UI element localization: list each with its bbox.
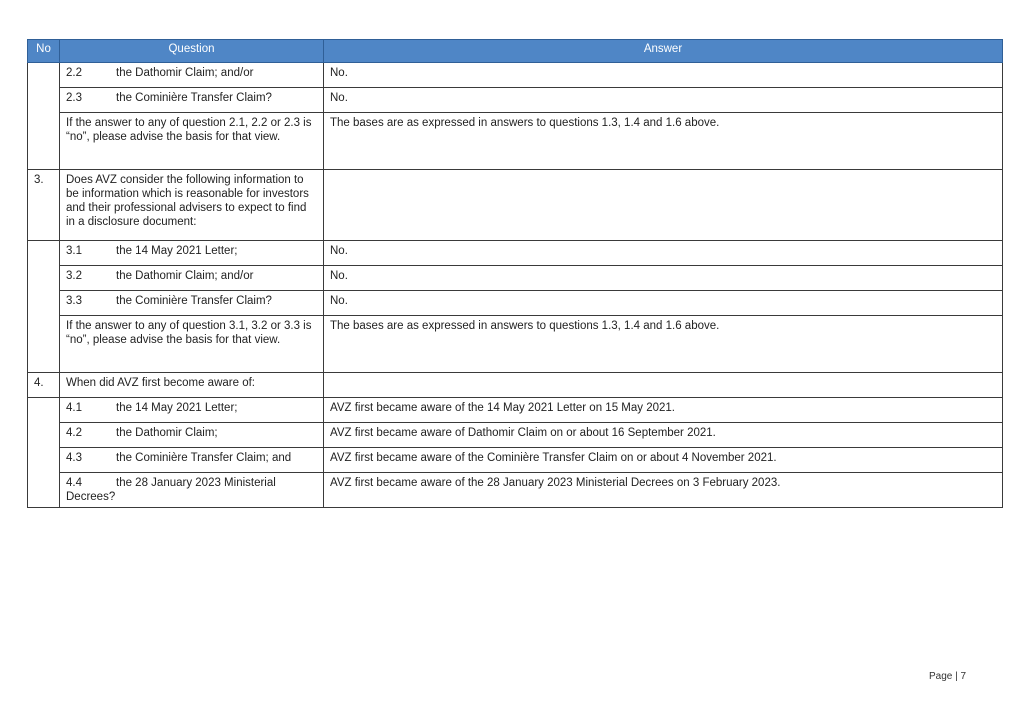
sub-question-text: the 28 January 2023 Ministerial Decrees? (66, 477, 276, 503)
table-row (28, 316, 1003, 373)
sub-question-number: 2.2 (66, 67, 82, 79)
table-row (28, 448, 1003, 473)
header-no: No (28, 40, 60, 63)
sub-question-text: the 14 May 2021 Letter; (116, 402, 238, 414)
sub-question-text: the Dathomir Claim; and/or (116, 67, 254, 79)
question-cell (60, 241, 324, 266)
answer-cell: AVZ first became aware of Dathomir Claim on or about 16 September 2021. (324, 423, 1003, 448)
sub-question-text: the Dathomir Claim; (116, 427, 218, 439)
sub-question-text: the Cominière Transfer Claim? (116, 295, 272, 307)
header-question: Question (60, 40, 324, 63)
row-number (28, 63, 60, 170)
question-cell: When did AVZ first become aware of: (60, 373, 324, 398)
table-row (28, 398, 1003, 423)
table-header-row (28, 40, 1003, 63)
answer-cell (324, 170, 1003, 241)
table-row (28, 170, 1003, 241)
question-cell: Does AVZ consider the following information to be information which is reasonable for investors and their professional advisers to expect to find in a disclosure document: (60, 170, 324, 241)
row-number (28, 398, 60, 508)
answer-cell: The bases are as expressed in answers to questions 1.3, 1.4 and 1.6 above. (324, 113, 1003, 170)
sub-question-number: 3.3 (66, 295, 82, 307)
sub-question-text: the Cominière Transfer Claim? (116, 92, 272, 104)
answer-cell: AVZ first became aware of the 28 January 2023 Ministerial Decrees on 3 February 2023. (324, 473, 1003, 508)
question-cell: If the answer to any of question 2.1, 2.2 or 2.3 is “no”, please advise the basis for that view. (60, 113, 324, 170)
question-cell (60, 266, 324, 291)
row-number: 3. (28, 170, 60, 241)
answer-cell: AVZ first became aware of the 14 May 2021 Letter on 15 May 2021. (324, 398, 1003, 423)
page-number: Page | 7 (929, 671, 967, 682)
sub-question-text: the 14 May 2021 Letter; (116, 245, 238, 257)
answer-cell: No. (324, 291, 1003, 316)
header-answer: Answer (324, 40, 1003, 63)
answer-cell: AVZ first became aware of the Cominière Transfer Claim on or about 4 November 2021. (324, 448, 1003, 473)
table-row (28, 473, 1003, 508)
answer-cell: No. (324, 266, 1003, 291)
question-cell: If the answer to any of question 3.1, 3.2 or 3.3 is “no”, please advise the basis for that view. (60, 316, 324, 373)
sub-question-number: 3.1 (66, 245, 82, 257)
question-cell (60, 291, 324, 316)
table-row (28, 241, 1003, 266)
row-number (28, 241, 60, 373)
sub-question-number: 4.4 (66, 477, 82, 489)
table-row (28, 63, 1003, 88)
sub-question-number: 4.3 (66, 452, 82, 464)
answer-cell: No. (324, 241, 1003, 266)
sub-question-text: the Cominière Transfer Claim; and (116, 452, 292, 464)
sub-question-text: the Dathomir Claim; and/or (116, 270, 254, 282)
sub-question-number: 3.2 (66, 270, 82, 282)
table-row (28, 423, 1003, 448)
row-number: 4. (28, 373, 60, 398)
table-row (28, 291, 1003, 316)
question-cell (60, 398, 324, 423)
question-cell (60, 88, 324, 113)
sub-question-number: 4.2 (66, 427, 82, 439)
question-cell (60, 448, 324, 473)
answer-cell (324, 373, 1003, 398)
table-row (28, 266, 1003, 291)
answer-cell: No. (324, 63, 1003, 88)
table-row (28, 373, 1003, 398)
answer-cell: No. (324, 88, 1003, 113)
qa-table (27, 39, 1003, 508)
table-row (28, 88, 1003, 113)
answer-cell: The bases are as expressed in answers to questions 1.3, 1.4 and 1.6 above. (324, 316, 1003, 373)
question-cell (60, 423, 324, 448)
question-cell (60, 63, 324, 88)
table-row (28, 113, 1003, 170)
sub-question-number: 4.1 (66, 402, 82, 414)
sub-question-number: 2.3 (66, 92, 82, 104)
question-cell (60, 473, 324, 508)
